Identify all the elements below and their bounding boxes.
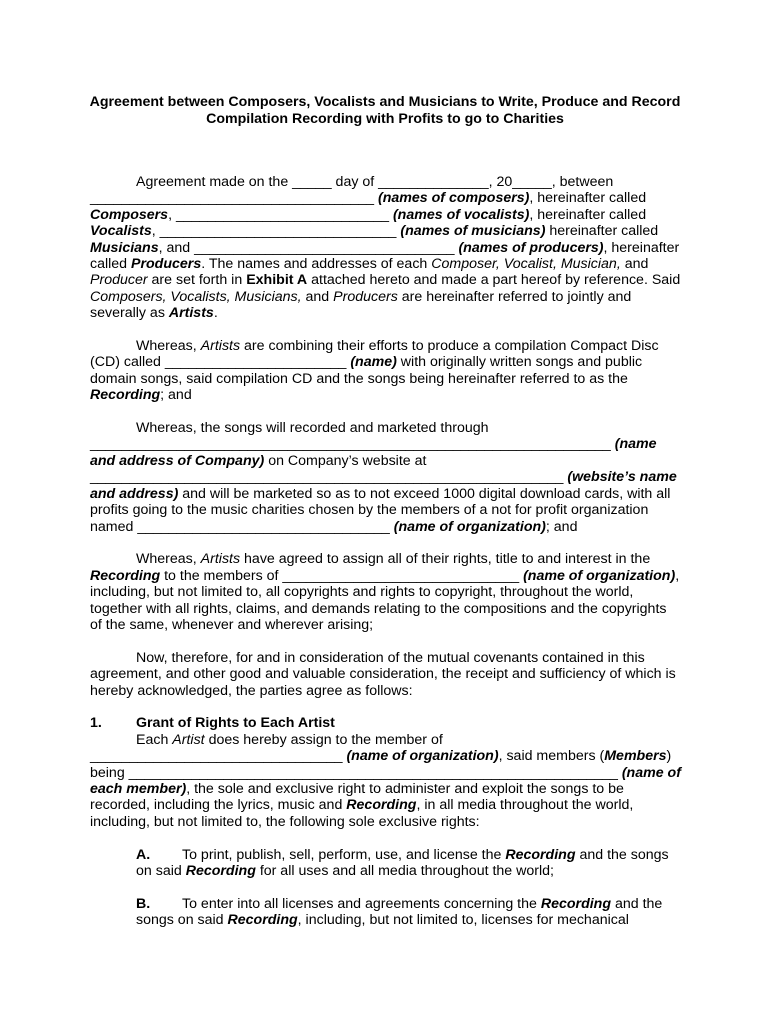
text: .	[213, 305, 218, 322]
text: on Company’s website at ____________________________________________________________	[90, 452, 564, 486]
text: , the sole and exclusive right to administer and exploit the songs to be recorded, including the lyrics, music and	[90, 780, 624, 814]
text: ; and	[545, 518, 578, 535]
text: and the songs on said	[136, 895, 663, 929]
section-1-body	[90, 732, 682, 830]
term-artists: Artists	[168, 305, 214, 322]
text: have agreed to assign all of their rights, title to and interest in the	[244, 551, 651, 568]
exhibit-reference: Exhibit A	[246, 272, 308, 289]
document-body	[90, 174, 682, 945]
text: , and _________________________________	[158, 239, 455, 256]
text: to the members of ______________________________	[164, 567, 520, 584]
term-recording: Recording	[90, 387, 161, 404]
whereas-paragraph-3	[90, 551, 682, 633]
term-recording: Recording	[346, 797, 417, 814]
text: , hereinafter called	[529, 190, 647, 207]
term-recording: Recording	[227, 912, 298, 929]
text: attached hereto and made a part hereof by reference. Said	[311, 272, 681, 289]
text: , ___________________________	[168, 206, 389, 223]
term-roles: Composer, Vocalist, Musician,	[431, 256, 621, 273]
placeholder-website: (website’s name and address)	[90, 469, 677, 502]
text: , including, but not limited to, all copyrights and rights to copyright, throughout the world, together with all rights, claims, and demands relating to the compositions and the copyrights of the same, whenever and wherever arising;	[90, 567, 680, 633]
placeholder-organization: (name of organization)	[523, 567, 676, 584]
placeholder-vocalists: (names of vocalists)	[392, 206, 530, 223]
placeholder-each-member: (name of each member)	[90, 764, 681, 797]
text: , hereinafter called	[529, 206, 647, 223]
whereas-paragraph-1	[90, 338, 682, 404]
text: Each	[136, 731, 169, 748]
text: does hereby assign to the member of ________________________________	[90, 731, 443, 765]
term-artist: Artist	[172, 731, 205, 748]
text: . The names and addresses of each	[201, 256, 428, 273]
text: hereinafter called	[545, 223, 659, 240]
item-a	[136, 847, 682, 880]
placeholder-organization: (name of organization)	[393, 518, 546, 535]
text: with originally written songs and public domain songs, said compilation CD and the songs being hereinafter referred to as the	[90, 354, 643, 387]
parties-paragraph	[90, 174, 682, 322]
term-recording: Recording	[185, 862, 256, 879]
text: Whereas, the songs will recorded and marketed through __________________________________________________________________	[90, 420, 611, 453]
placeholder-name: (name)	[350, 354, 397, 371]
text: , including, but not limited to, licenses for mechanical	[297, 912, 629, 929]
term-composers: Composers	[90, 206, 169, 223]
term-artists: Artists	[200, 551, 241, 568]
text: and will be marketed so as to not exceed 1000 digital download cards, with all profits going to the music charities chosen by the members of a not for profit organization named ________________________________	[90, 485, 671, 535]
item-label: A.	[136, 846, 151, 863]
text: To enter into all licenses and agreements concerning the	[182, 895, 537, 912]
item-label: B.	[136, 895, 151, 912]
term-producer: Producer	[90, 272, 148, 289]
text: and	[624, 256, 649, 273]
term-recording: Recording	[540, 895, 612, 912]
term-recording: Recording	[90, 567, 161, 584]
text: , hereinafter called	[90, 239, 680, 273]
text: , in all media throughout the world, including, but not limited to, the following sole exclusive rights:	[90, 797, 634, 830]
section-1-heading	[90, 715, 682, 731]
placeholder-producers: (names of producers)	[458, 239, 604, 256]
text: , said members (	[498, 748, 605, 765]
term-recording: Recording	[505, 846, 576, 863]
term-vocalists: Vocalists	[90, 223, 152, 240]
section-title: Grant of Rights to Each Artist	[136, 715, 335, 732]
text: Whereas,	[136, 551, 197, 568]
text: To print, publish, sell, perform, use, and license the	[182, 846, 502, 863]
term-producers: Producers	[333, 288, 398, 305]
whereas-paragraph-2	[90, 420, 682, 535]
placeholder-composers: (names of composers)	[378, 190, 530, 207]
text: are combining their efforts to produce a compilation Compact Disc (CD) called _______________________	[90, 338, 659, 371]
text: for all uses and all media throughout the world;	[259, 862, 554, 879]
text: Agreement made on the _____ day of ______________, 20_____, between ____________________________________	[90, 174, 614, 207]
term-musicians: Musicians	[90, 239, 159, 256]
placeholder-musicians: (names of musicians)	[400, 223, 546, 240]
document-title: Agreement between Composers, Vocalists and Musicians to Write, Produce and Record Compilation Recording with Profits to go to Charities	[89, 94, 681, 127]
text: and the songs on said	[136, 846, 669, 879]
term-members: Members	[604, 748, 667, 765]
item-b	[136, 896, 682, 929]
consideration-paragraph: Now, therefore, for and in consideration of the mutual covenants contained in this agreement, and other good and valuable consideration, the receipt and sufficiency of which is hereby acknowledged, the parties agree as follows:	[90, 649, 676, 699]
term-roles-plural: Composers, Vocalists, Musicians,	[90, 288, 302, 305]
text: , ______________________________	[151, 223, 397, 240]
placeholder-organization: (name of organization)	[346, 748, 499, 765]
text: and	[305, 288, 330, 305]
section-number: 1.	[90, 715, 102, 732]
text: are set forth in	[151, 272, 243, 289]
term-producers: Producers	[131, 256, 202, 273]
placeholder-company: (name and address of Company)	[90, 436, 657, 469]
text: are hereinafter referred to jointly and severally as	[90, 288, 632, 322]
term-artists: Artists	[200, 338, 241, 355]
text: Whereas,	[136, 338, 197, 355]
text: ) being ______________________________________________________________	[90, 748, 672, 781]
text: ; and	[160, 387, 192, 404]
